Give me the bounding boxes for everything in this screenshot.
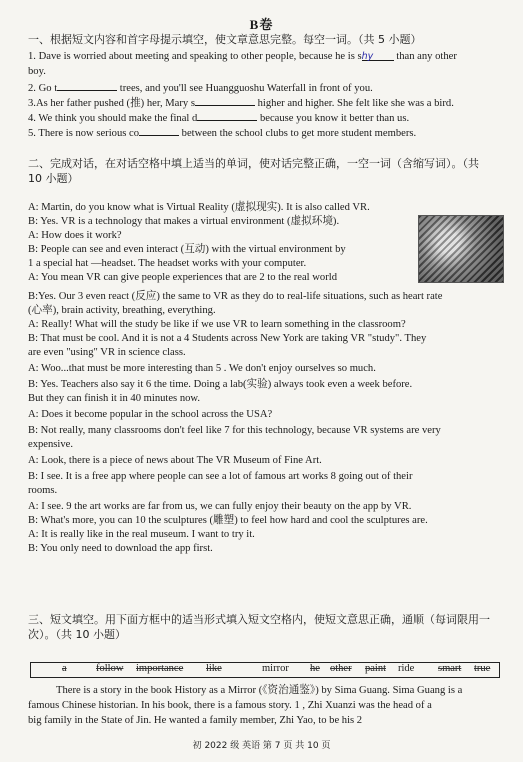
s1-line-5-text: 5. There is now serious co [28, 128, 140, 139]
dialogue-line: A: Martin, do you know what is Virtual Reality (虚拟现实). It is also called VR. [28, 202, 370, 213]
s1-line-2-text: 2. Go t [28, 83, 58, 94]
dialogue-line: B: Yes. VR is a technology that makes a virtual environment (虚拟环境). [28, 216, 340, 227]
section3-heading: 三、短文填空。用下面方框中的适当形式填入短文空格内，使短文意思正确，通顺（每词限用一 [28, 613, 490, 626]
word-box-item: true [474, 663, 491, 674]
dialogue-line: A: Really! What will the study be like if we use VR to learn something in the classroom? [28, 319, 406, 330]
word-box-item: a [62, 663, 67, 674]
dialogue-line: (心率), brain activity, breathing, everything. [28, 305, 216, 316]
dialogue-line: are even "using" VR in science class. [28, 347, 186, 358]
s1-blank-3[interactable] [195, 95, 255, 106]
dialogue-line: A: I see. 9 the art works are far from us, we can fully enjoy their beauty on the app by VR. [28, 501, 412, 512]
s1-blank-5[interactable] [139, 125, 179, 136]
dialogue-line: A: It is really like in the real museum. I want to try it. [28, 529, 255, 540]
word-box-item: he [310, 663, 320, 674]
word-box-item: smart [438, 663, 462, 674]
dialogue-line: A: Look, there is a piece of news about The VR Museum of Fine Art. [28, 455, 322, 466]
word-box-item: mirror [262, 663, 289, 674]
dialogue-line: rooms. [28, 485, 58, 496]
dialogue-line: B: People can see and even interact (互动) with the virtual environment by [28, 244, 346, 255]
s1-line-3-text: 3.As her father pushed (推) her, Mary s [28, 98, 195, 109]
word-box-item: like [206, 663, 222, 674]
section1-heading: 一、根据短文内容和首字母提示填空，使文章意思完整。每空一词。（共 5 小题） [28, 33, 422, 46]
dialogue-line: B: What's more, you can 10 the sculptures (雕塑) to feel how hard and cool the sculptures are. [28, 515, 428, 526]
s1-line-1 [28, 50, 457, 63]
dialogue-line: B: Yes. Teachers also say it 6 the time. Doing a lab(实验) always took even a week before. [28, 379, 413, 390]
s1-blank-4[interactable] [197, 110, 257, 121]
dialogue-line: B: Not really, many classrooms don't feel like 7 for this technology, because VR systems are very [28, 425, 441, 436]
word-box-item: importance [136, 663, 184, 674]
dialogue-line: A: Does it become popular in the school across the USA? [28, 409, 273, 420]
word-box-item: follow [96, 663, 124, 674]
section3-heading-cont: 次）。（共 10 小题） [28, 628, 126, 641]
s1-blank-2[interactable] [57, 80, 117, 91]
dialogue-line: 1 a special hat —headset. The headset works with your computer. [28, 258, 307, 269]
dialogue-line: A: You mean VR can give people experiences that are 2 to the real world [28, 272, 337, 283]
dialogue-line: B: That must be cool. And it is not a 4 Students across New York are taking VR "study". They [28, 333, 427, 344]
s3-para-line-1: There is a story in the book History as a Mirror (《资治通鉴》) by Sima Guang. Sima Guang is a [56, 685, 463, 696]
dialogue-line: expensive. [28, 439, 74, 450]
section2-heading-cont: 10 小题） [28, 172, 79, 185]
section2-heading: 二、完成对话，在对话空格中填上适当的单词，使对话完整正确，一空一词（含缩写词）。（共 [28, 157, 479, 170]
word-box-item: paint [365, 663, 386, 674]
dialogue-line: B:Yes. Our 3 even react (反应) the same to VR as they do to real-life situations, such as heart rate [28, 291, 443, 302]
word-box-item: other [330, 663, 352, 674]
dialogue-line: B: I see. It is a free app where people can see a lot of famous art works 8 going out of their [28, 471, 413, 482]
vr-photo [418, 215, 504, 283]
s1-line-4 [28, 110, 409, 125]
s1-line-1-post: than any other [393, 51, 457, 62]
dialogue-line: B: You only need to download the app first. [28, 543, 213, 554]
s3-para-line-2: famous Chinese historian. In his book, there is a famous story. 1 , Zhi Xuanzi was the head of a [28, 700, 432, 711]
s1-blank-1[interactable] [362, 50, 394, 61]
s1-line-1b: boy. [28, 66, 46, 77]
s1-line-1-text: 1. Dave is worried about meeting and speaking to other people, because he is s [28, 51, 362, 62]
s1-line-5 [28, 125, 416, 140]
word-box-item: ride [398, 663, 415, 674]
s3-para-line-3: big family in the State of Jin. He wanted a family member, Zhi Yao, to be his 2 [28, 715, 363, 726]
s1-answer-1: hy [361, 51, 374, 62]
s1-line-5-post: between the school clubs to get more student members. [179, 128, 417, 139]
dialogue-line: A: Woo...that must be more interesting than 5 . We don't enjoy ourselves so much. [28, 363, 376, 374]
dialogue-line: A: How does it work? [28, 230, 122, 241]
s1-line-2-post: trees, and you'll see Huangguoshu Waterfall in front of you. [117, 83, 373, 94]
s1-line-4-text: 4. We think you should make the final d [28, 113, 198, 124]
page-footer: 初 2022 级 英语 第 7 页 共 10 页 [192, 741, 331, 751]
s1-line-4-post: because you know it better than us. [257, 113, 410, 124]
s1-line-3 [28, 95, 454, 110]
page-title: B卷 [249, 17, 274, 32]
dialogue-line: But they can finish it in 40 minutes now. [28, 393, 201, 404]
s1-line-2 [28, 80, 373, 95]
s1-line-3-post: higher and higher. She felt like she was a bird. [254, 98, 454, 109]
